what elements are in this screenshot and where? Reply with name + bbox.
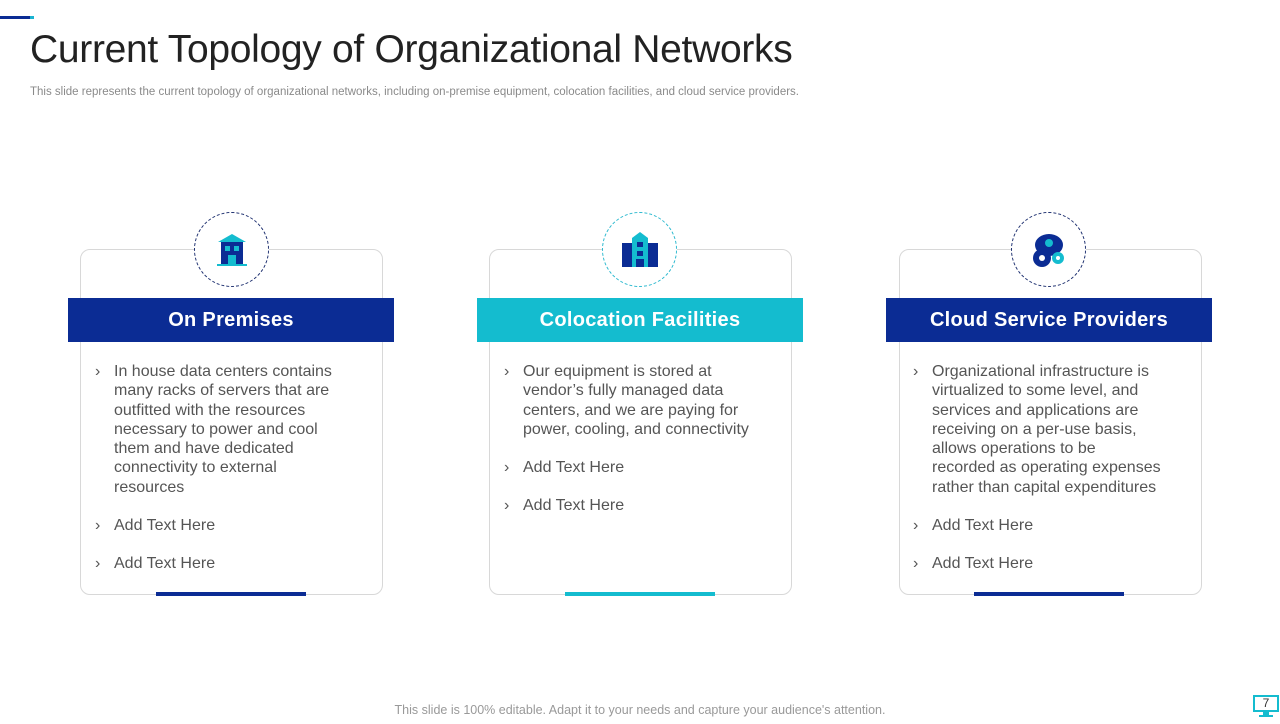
chevron-icon: › xyxy=(913,555,919,573)
item-text: Add Text Here xyxy=(114,517,216,535)
accent-line xyxy=(0,16,30,19)
chevron-icon: › xyxy=(913,363,919,380)
page-number-badge xyxy=(1253,695,1279,719)
chevron-icon: › xyxy=(913,517,919,535)
chevron-icon: › xyxy=(504,459,510,477)
chevron-icon: › xyxy=(95,517,101,535)
footer-note: This slide is 100% editable. Adapt it to your needs and capture your audience's attention. xyxy=(394,703,886,717)
item-text: Add Text Here xyxy=(523,497,625,515)
item-text: Add Text Here xyxy=(114,555,216,573)
list-item xyxy=(913,516,1163,535)
list-item xyxy=(95,516,345,535)
page-number: 7 xyxy=(1262,696,1270,710)
bullet-list xyxy=(95,362,345,593)
bullet-list xyxy=(913,362,1163,593)
card-header: On Premises xyxy=(68,298,394,342)
chevron-icon: › xyxy=(504,363,510,380)
list-item xyxy=(913,362,1163,497)
item-text: Our equipment is stored at vendor’s fully managed data centers, and we are paying for power, cooling, and connectivity xyxy=(523,363,749,438)
card-accent xyxy=(156,592,306,596)
list-item xyxy=(504,362,754,439)
page-subtitle: This slide represents the current topology of organizational networks, including on-premise equipment, colocation facilities, and cloud service providers. xyxy=(30,86,799,98)
accent-line xyxy=(30,16,34,19)
list-item xyxy=(95,554,345,573)
chevron-icon: › xyxy=(504,497,510,515)
card-accent xyxy=(974,592,1124,596)
list-item xyxy=(95,362,345,497)
house-icon xyxy=(194,212,269,287)
item-text: Add Text Here xyxy=(932,517,1034,535)
item-text: In house data centers contains many racks of servers that are outfitted with the resources necessary to power and cool them and have dedicated connectivity to external resources xyxy=(114,363,332,496)
list-item xyxy=(504,496,754,515)
chevron-icon: › xyxy=(95,555,101,573)
item-text: Add Text Here xyxy=(523,459,625,477)
building-icon xyxy=(602,212,677,287)
bullet-list xyxy=(504,362,754,535)
chevron-icon: › xyxy=(95,363,101,380)
item-text: Add Text Here xyxy=(932,555,1034,573)
list-item xyxy=(504,458,754,477)
page-title: Current Topology of Organizational Networks xyxy=(30,28,793,71)
card-header: Cloud Service Providers xyxy=(886,298,1212,342)
item-text: Organizational infrastructure is virtualized to some level, and services and applications are receiving on a per-use basis, allows operations to be recorded as operating expenses rather than capital expenditures xyxy=(932,363,1161,496)
cloud-gears-icon xyxy=(1011,212,1086,287)
card-accent xyxy=(565,592,715,596)
card-header: Colocation Facilities xyxy=(477,298,803,342)
list-item xyxy=(913,554,1163,573)
